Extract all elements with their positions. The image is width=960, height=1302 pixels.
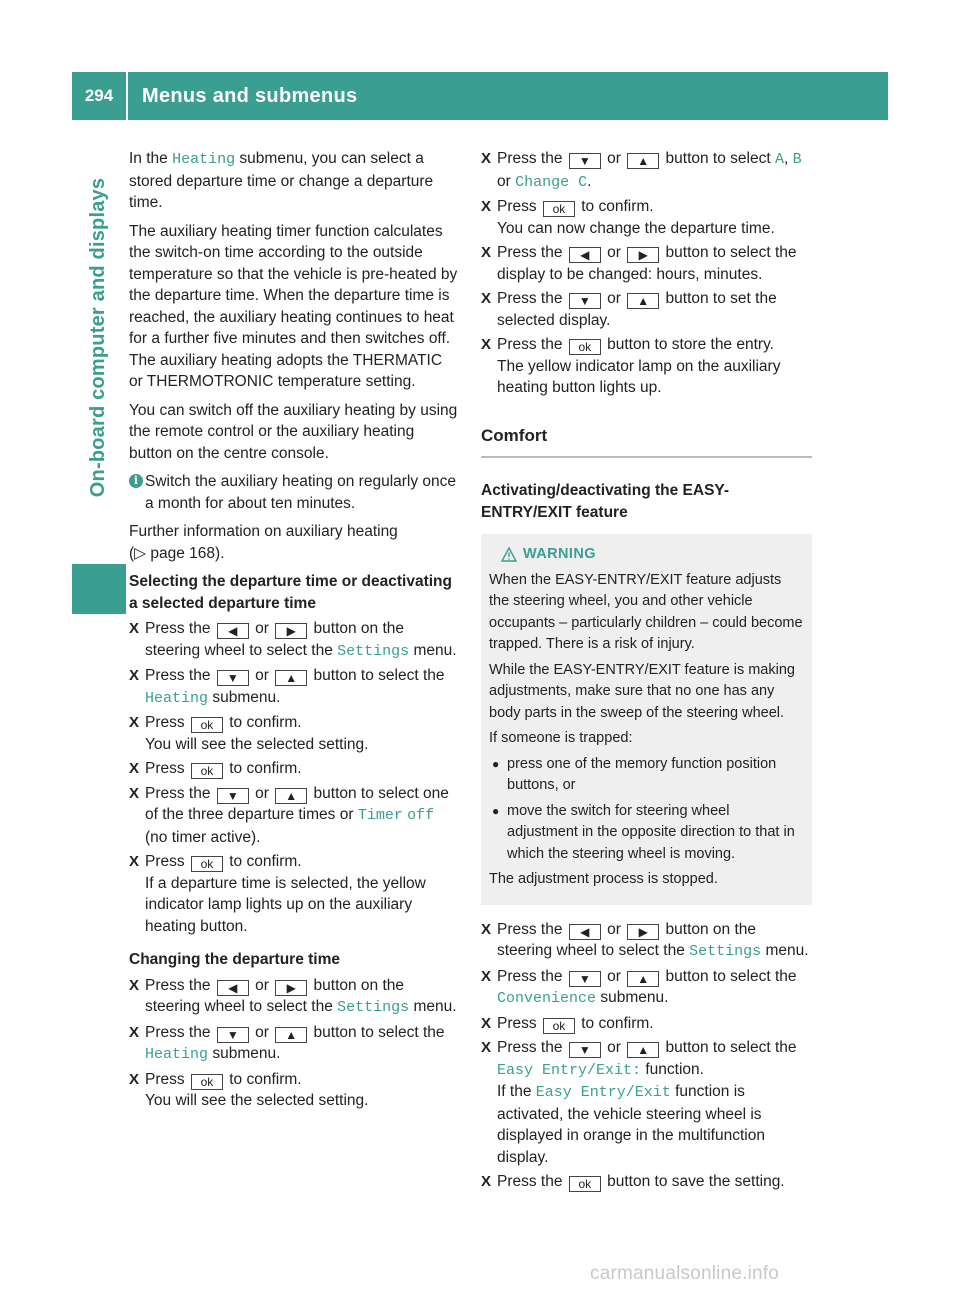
- step-marker-icon: X: [129, 784, 140, 802]
- step-marker-icon: X: [481, 198, 492, 215]
- step-marker-icon: X: [481, 1173, 492, 1190]
- step: X Press ok to confirm. If a departure time is selected, the yellow indicator lamp lights up on the auxiliary heating button.: [129, 853, 426, 935]
- up-arrow-key-icon: ▲: [627, 1042, 659, 1058]
- step: X Press the ▼ or ▲ button to select one of the three departure times or Timer off (no timer active).: [129, 784, 449, 846]
- step: X Press ok to confirm. You can now change the departure time.: [481, 198, 775, 237]
- step: X Press ok to confirm. You will see the selected setting.: [129, 714, 369, 753]
- right-arrow-key-icon: ▶: [627, 247, 659, 263]
- step: X Press the ◀ or ▶ button on the steering wheel to select the Settings menu.: [481, 920, 809, 960]
- down-arrow-key-icon: ▼: [569, 1042, 601, 1058]
- info-icon: i: [129, 474, 143, 488]
- ok-key-icon: ok: [569, 339, 601, 355]
- step-marker-icon: X: [129, 620, 140, 637]
- up-arrow-key-icon: ▲: [627, 971, 659, 987]
- bullet-icon: ●: [492, 803, 500, 818]
- step: X Press ok to confirm. You will see the selected setting.: [129, 1070, 369, 1109]
- intro-paragraph: In the Heating submenu, you can select a stored departure time or change a departure time.: [129, 150, 434, 211]
- step: X Press ok to confirm.: [481, 1014, 654, 1033]
- step-marker-icon: X: [129, 667, 140, 684]
- switch-off-paragraph: You can switch off the auxiliary heating by using the remote control or the auxiliary heating button on the centre console.: [129, 401, 458, 462]
- right-arrow-key-icon: ▶: [627, 924, 659, 940]
- watermark: carmanualsonline.info: [590, 1263, 780, 1284]
- warning-header: [489, 544, 804, 566]
- chapter-label: On-board computer and displays: [87, 177, 110, 497]
- step: X Press the ok button to store the entry. The yellow indicator lamp on the auxiliary heating button lights up.: [481, 336, 781, 396]
- warning-box: [481, 534, 812, 905]
- ok-key-icon: ok: [569, 1176, 601, 1192]
- chapter-side-tab[interactable]: [72, 138, 126, 536]
- heading-change-departure: Changing the departure time: [129, 951, 340, 968]
- step-marker-icon: X: [129, 1070, 140, 1088]
- down-arrow-key-icon: ▼: [569, 153, 601, 169]
- ok-key-icon: ok: [191, 856, 223, 872]
- step: X Press the ▼ or ▲ button to select the Easy Entry/Exit: function. If the Easy Entry/Exit function is activated, the vehicle steering wheel is displayed in orange in the multifunction display.: [481, 1039, 797, 1166]
- step-marker-icon: X: [129, 714, 140, 731]
- warning-triangle-icon: [501, 547, 517, 562]
- step: X Press the ▼ or ▲ button to select the Convenience submenu.: [481, 967, 797, 1007]
- left-arrow-key-icon: ◀: [569, 924, 601, 940]
- step-marker-icon: X: [129, 976, 140, 994]
- step: X Press the ok button to save the setting.: [481, 1173, 785, 1191]
- left-arrow-key-icon: ◀: [569, 247, 601, 263]
- up-arrow-key-icon: ▲: [275, 670, 307, 686]
- warning-text: While the EASY-ENTRY/EXIT feature is making adjustments, make sure that no one has any body parts in the sweep of the steering wheel.: [489, 661, 795, 721]
- warning-text: If someone is trapped:: [489, 730, 633, 746]
- down-arrow-key-icon: ▼: [569, 971, 601, 987]
- right-column: [481, 148, 812, 1196]
- down-arrow-key-icon: ▼: [217, 670, 249, 686]
- further-info: Further information on auxiliary heating (▷ page 168).: [129, 523, 398, 562]
- step-marker-icon: X: [481, 920, 492, 938]
- step: X Press the ◀ or ▶ button to select the display to be changed: hours, minutes.: [481, 244, 797, 283]
- header-divider: [126, 72, 128, 120]
- step-marker-icon: X: [129, 853, 140, 870]
- ok-key-icon: ok: [191, 763, 223, 779]
- chapter-marker: [72, 564, 126, 614]
- warning-text: The adjustment process is stopped.: [489, 871, 718, 887]
- warning-label: WARNING: [523, 546, 596, 562]
- step-marker-icon: X: [481, 290, 492, 307]
- step: X Press the ▼ or ▲ button to set the selected display.: [481, 290, 777, 329]
- up-arrow-key-icon: ▲: [275, 1027, 307, 1043]
- page-title: Menus and submenus: [142, 84, 358, 107]
- left-column: [129, 148, 459, 1115]
- up-arrow-key-icon: ▲: [627, 293, 659, 309]
- right-arrow-key-icon: ▶: [275, 623, 307, 639]
- ok-key-icon: ok: [543, 1018, 575, 1034]
- left-arrow-key-icon: ◀: [217, 623, 249, 639]
- down-arrow-key-icon: ▼: [217, 1027, 249, 1043]
- step: X Press the ▼ or ▲ button to select A, B or Change C.: [481, 150, 802, 191]
- warning-bullet: ● press one of the memory function position buttons, or: [492, 755, 777, 793]
- step-marker-icon: X: [129, 760, 140, 777]
- warning-text: When the EASY-ENTRY/EXIT feature adjusts the steering wheel, you and other vehicle occupants – particularly children – could become trapped. There is a risk of injury.: [489, 571, 803, 652]
- step-marker-icon: X: [481, 336, 492, 353]
- up-arrow-key-icon: ▲: [627, 153, 659, 169]
- bullet-icon: ●: [492, 756, 500, 771]
- step: X Press the ▼ or ▲ button to select the Heating submenu.: [129, 1023, 445, 1063]
- step-marker-icon: X: [481, 1039, 492, 1056]
- step: X Press ok to confirm.: [129, 760, 302, 778]
- step-marker-icon: X: [481, 967, 492, 985]
- info-note: i Switch the auxiliary heating on regularly once a month for about ten minutes.: [129, 471, 459, 514]
- step-marker-icon: X: [481, 150, 492, 167]
- step: X Press the ◀ or ▶ button on the steering wheel to select the Settings menu.: [129, 620, 457, 660]
- page-number: 294: [84, 86, 114, 105]
- warning-bullet: ● move the switch for steering wheel adjustment in the opposite direction to that in which the steering wheel is moving.: [492, 802, 795, 862]
- step-marker-icon: X: [481, 1014, 492, 1032]
- subsection-title: Activating/deactivating the EASY-ENTRY/EXIT feature: [481, 482, 730, 521]
- ok-key-icon: ok: [191, 1074, 223, 1090]
- step: X Press the ◀ or ▶ button on the steering wheel to select the Settings menu.: [129, 976, 457, 1016]
- section-title-comfort: Comfort: [481, 425, 812, 459]
- down-arrow-key-icon: ▼: [217, 788, 249, 804]
- ok-key-icon: ok: [191, 717, 223, 733]
- step-marker-icon: X: [481, 244, 492, 261]
- down-arrow-key-icon: ▼: [569, 293, 601, 309]
- step-marker-icon: X: [129, 1023, 140, 1041]
- page-reference-link[interactable]: (▷ page 168).: [129, 544, 225, 562]
- left-arrow-key-icon: ◀: [217, 980, 249, 996]
- heading-select-departure: Selecting the departure time or deactivating a selected departure time: [129, 573, 452, 612]
- right-arrow-key-icon: ▶: [275, 980, 307, 996]
- step: X Press the ▼ or ▲ button to select the Heating submenu.: [129, 667, 445, 707]
- up-arrow-key-icon: ▲: [275, 788, 307, 804]
- ok-key-icon: ok: [543, 201, 575, 217]
- aux-timer-paragraph: The auxiliary heating timer function calculates the switch-on time according to the outside temperature so that the vehicle is pre-heated by the departure time. When the departure time is reached, the auxiliary heating continues to heat for a further five minutes and then switches off. The auxiliary heating adopts the THERMATIC or THERMOTRONIC temperature setting.: [129, 222, 458, 390]
